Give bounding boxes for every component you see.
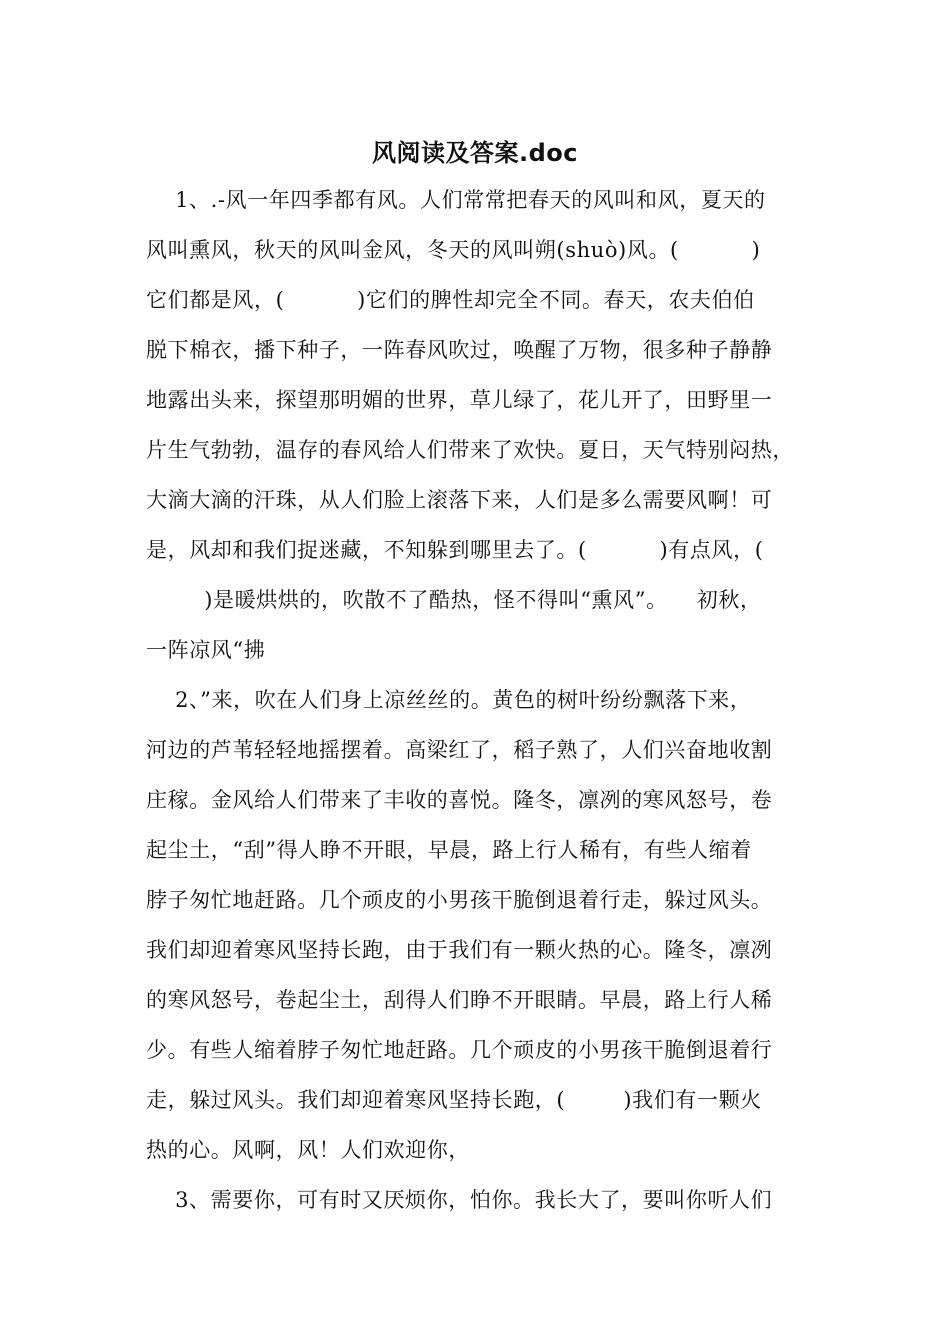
body-line: 是，风却和我们捉迷藏，不知躲到哪里去了。( )有点风，( (146, 538, 764, 562)
body-line: 片生气勃勃，温存的春风给人们带来了欢快。夏日，天气特别闷热， (146, 438, 794, 462)
body-line: 热的心。风啊，风！人们欢迎你， (146, 1138, 470, 1162)
body-line: 2、”来，吹在人们身上凉丝丝的。黄色的树叶纷纷飘落下来， (146, 688, 752, 712)
body-line: 起尘土，“刮”得人睁不开眼，早晨，路上行人稀有，有些人缩着 (146, 838, 752, 862)
body-line: 地露出头来，探望那明媚的世界，草儿绿了，花儿开了，田野里一 (146, 388, 773, 412)
document-title: 风阅读及答案.doc (371, 139, 578, 167)
body-line: 风叫熏风，秋天的风叫金风，冬天的风叫朔(shuò)风。( ) (146, 238, 761, 262)
body-line: )是暖烘烘的，吹散不了酷热，怪不得叫“熏风”。 初秋， (146, 588, 762, 612)
body-line: 河边的芦苇轻轻地摇摆着。高梁红了，稻子熟了，人们兴奋地收割 (146, 738, 773, 762)
body-line: 的寒风怒号，卷起尘土，刮得人们睁不开眼睛。早晨，路上行人稀 (146, 988, 773, 1012)
body-line: 走，躲过风头。我们却迎着寒风坚持长跑，( )我们有一颗火 (146, 1088, 762, 1112)
body-line: 脱下棉衣，播下种子，一阵春风吹过，唤醒了万物，很多种子静静 (146, 338, 773, 362)
body-line: 我们却迎着寒风坚持长跑，由于我们有一颗火热的心。隆冬，凛冽 (146, 938, 773, 962)
body-line: 1、.-风一年四季都有风。人们常常把春天的风叫和风，夏天的 (146, 188, 766, 212)
body-line: 少。有些人缩着脖子匆忙地赶路。几个顽皮的小男孩干脆倒退着行 (146, 1038, 773, 1062)
body-line: 大滴大滴的汗珠，从人们脸上滚落下来，人们是多么需要风啊！可 (146, 488, 773, 512)
body-line: 庄稼。金风给人们带来了丰收的喜悦。隆冬，凛冽的寒风怒号，卷 (146, 788, 773, 812)
body-line: 它们都是风，( )它们的脾性却完全不同。春天，农夫伯伯 (146, 288, 755, 312)
body-line: 脖子匆忙地赶路。几个顽皮的小男孩干脆倒退着行走，躲过风头。 (146, 888, 773, 912)
body-line: 3、需要你，可有时又厌烦你，怕你。我长大了，要叫你听人们 (146, 1188, 773, 1212)
body-line: 一阵凉风“拂 (146, 638, 266, 662)
